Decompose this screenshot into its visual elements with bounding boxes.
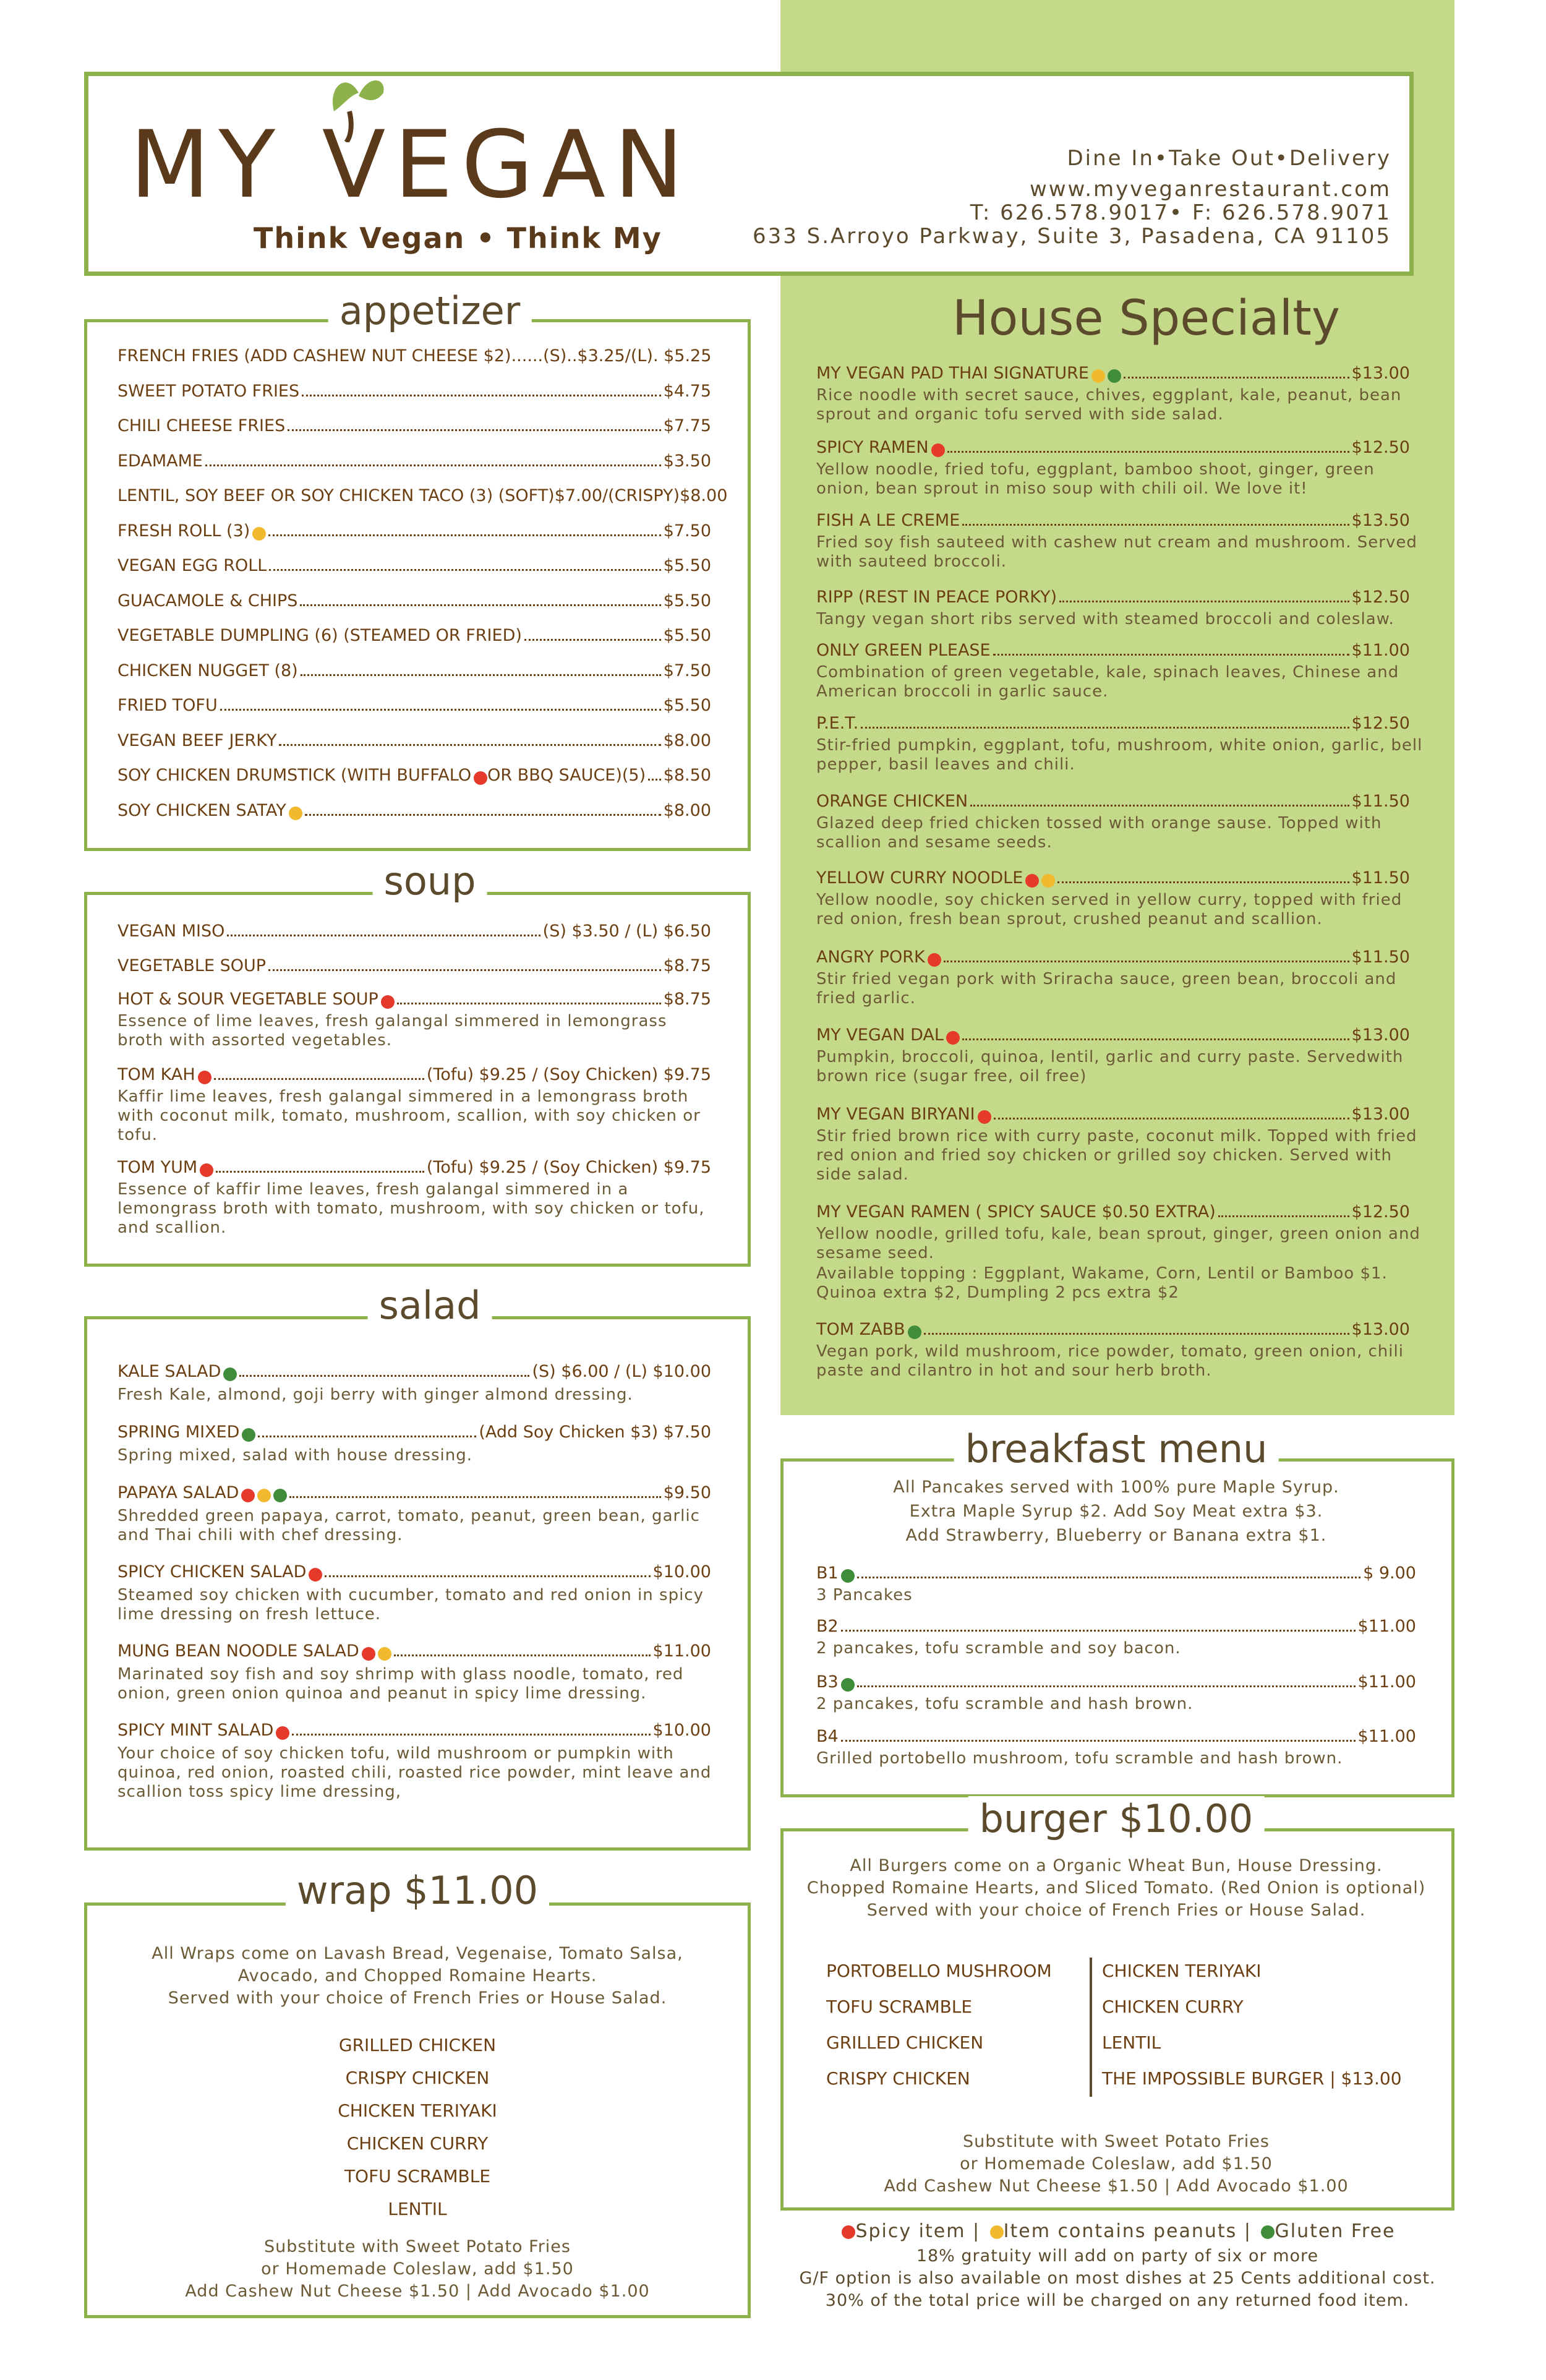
note-gf-option: G/F option is also available on most dishes at 25 Cents additional cost. (799, 2269, 1436, 2288)
item-price: $13.00 (1351, 1105, 1410, 1124)
item-price: $5.50 (663, 591, 711, 610)
menu-item (117, 1721, 711, 1740)
peanut-dot-icon (289, 807, 302, 820)
item-description: Spring mixed, salad with house dressing. (117, 1446, 473, 1465)
menu-item (117, 1483, 711, 1502)
gluten-free-dot-icon (223, 1368, 237, 1381)
burger-intro-line: Chopped Romaine Hearts, and Sliced Tomato. (Red Onion is optional) (806, 1878, 1426, 1898)
spicy-dot-icon (362, 1647, 375, 1661)
item-description: Marinated soy fish and soy shrimp with glass noodle, tomato, red onion, green onion quinoa and peanut in spicy lime dressing. (117, 1665, 684, 1703)
item-price: $11.00 (652, 1642, 711, 1661)
wrap-option: LENTIL (388, 2199, 447, 2219)
leader-dots (394, 1654, 651, 1656)
tagline: Think Vegan • Think My (254, 221, 662, 255)
item-price: $12.50 (1351, 438, 1410, 457)
menu-item (816, 1202, 1410, 1222)
item-name: ORANGE CHICKEN (816, 792, 968, 811)
burger-intro-line: Served with your choice of French Fries or House Salad. (866, 1901, 1366, 1920)
item-name-cont: OR BBQ SAUCE)(5) (487, 766, 646, 785)
item-price: $13.00 (1351, 1025, 1410, 1045)
menu-item (816, 511, 1410, 530)
item-name: VEGAN EGG ROLL (117, 556, 267, 575)
item-price: $11.00 (1357, 1672, 1416, 1692)
leader-dots (216, 1171, 424, 1173)
spicy-dot-icon (381, 995, 395, 1009)
burger-option: GRILLED CHICKEN (826, 2032, 984, 2053)
menu-item (117, 382, 711, 401)
menu-item (816, 1564, 1416, 1583)
menu-item (117, 591, 711, 610)
item-description: Stir fried vegan pork with Sriracha sauce, green bean, broccoli and fried garlic. (816, 970, 1397, 1008)
gluten-free-dot-icon (1108, 369, 1121, 383)
item-price: (S) $6.00 / (L) $10.00 (532, 1362, 711, 1381)
leader-dots (220, 709, 661, 711)
item-name: TOM YUM (117, 1158, 198, 1177)
item-description: Rice noodle with secret sauce, chives, eggplant, kale, peanut, bean sprout and organic tofu served with side salad. (816, 386, 1402, 424)
leader-dots (292, 1734, 650, 1736)
burger-footer-line: Add Cashew Nut Cheese $1.50 | Add Avocado $1.00 (884, 2177, 1349, 2196)
item-name: VEGETABLE DUMPLING (6) (STEAMED OR FRIED) (117, 626, 522, 645)
menu-item (816, 1105, 1410, 1124)
wrap-option: GRILLED CHICKEN (338, 2035, 497, 2055)
menu-item (816, 868, 1410, 888)
item-name: MUNG BEAN NOODLE SALAD (117, 1642, 359, 1661)
burger-footer-line: or Homemade Coleslaw, add $1.50 (960, 2154, 1273, 2173)
item-name: VEGETABLE SOUP (117, 956, 267, 975)
menu-item (117, 661, 711, 680)
menu-item (117, 922, 711, 941)
menu-item (117, 990, 711, 1009)
leader-dots (841, 1740, 1356, 1742)
item-price: $7.75 (663, 416, 711, 435)
item-name: YELLOW CURRY NOODLE (816, 868, 1023, 888)
burger-option: TOFU SCRAMBLE (826, 1997, 973, 2017)
soup-title: soup (373, 858, 487, 904)
burger-option: CRISPY CHICKEN (826, 2068, 970, 2089)
item-price: $8.50 (663, 766, 711, 785)
item-name: VEGAN BEEF JERKY (117, 730, 277, 750)
item-name: B1 (816, 1564, 839, 1583)
item-description: Stir-fried pumpkin, eggplant, tofu, mushroom, white onion, garlic, bell pepper, basil leaves and chili. (816, 736, 1423, 774)
leader-dots (397, 1003, 661, 1004)
phone: T: 626.578.9017• F: 626.578.9071 (970, 200, 1391, 225)
menu-item (816, 641, 1410, 660)
item-name: CHILI CHEESE FRIES (117, 416, 286, 435)
item-price: $11.50 (1351, 868, 1410, 888)
item-name: SPICY CHICKEN SALAD (117, 1562, 307, 1582)
item-name: HOT & SOUR VEGETABLE SOUP (117, 990, 378, 1009)
menu-item (117, 696, 711, 715)
item-price: $3.50 (663, 451, 711, 471)
gluten-free-dot-icon (908, 1325, 921, 1339)
burger-footer-line: Substitute with Sweet Potato Fries (962, 2132, 1270, 2151)
item-name: FRENCH FRIES (ADD CASHEW NUT CHEESE $2)......(S)..$3.25/(L). $5.25 (117, 346, 712, 366)
wrap-title: wrap $11.00 (286, 1868, 549, 1913)
item-description: 3 Pancakes (816, 1586, 913, 1604)
breakfast-intro-line: Add Strawberry, Blueberry or Banana extra $1. (905, 1526, 1327, 1545)
burger-option: CHICKEN TERIYAKI (1102, 1961, 1262, 1981)
item-price: $8.00 (663, 730, 711, 750)
leader-dots (994, 1118, 1349, 1119)
item-price: (S) $3.50 / (L) $6.50 (542, 922, 711, 941)
legend-gluten-free: Gluten Free (1275, 2220, 1396, 2242)
breakfast-intro-line: Extra Maple Syrup $2. Add Soy Meat extra $3. (909, 1502, 1323, 1521)
item-name: ONLY GREEN PLEASE (816, 641, 991, 660)
leader-dots (268, 534, 660, 536)
spicy-dot-icon (931, 443, 945, 457)
item-price: $11.00 (1351, 641, 1410, 660)
restaurant-logo: MY VEGAN (130, 111, 693, 219)
leader-dots (861, 727, 1349, 729)
item-name: MY VEGAN RAMEN ( SPICY SAUCE $0.50 EXTRA) (816, 1202, 1216, 1222)
menu-item (816, 1672, 1416, 1692)
item-price: $7.50 (663, 521, 711, 541)
item-name: B4 (816, 1727, 839, 1746)
item-price: $13.00 (1351, 364, 1410, 383)
leader-dots (288, 429, 660, 431)
menu-item (117, 1065, 711, 1084)
spicy-dot-icon (474, 771, 487, 785)
item-description: Yellow noodle, grilled tofu, kale, bean sprout, ginger, green onion and sesame seed. (816, 1225, 1420, 1262)
item-name: SOY CHICKEN DRUMSTICK (WITH BUFFALO (117, 766, 472, 785)
burger-title: burger $10.00 (968, 1796, 1265, 1841)
spicy-dot-icon (200, 1163, 213, 1177)
item-name: SOY CHICKEN SATAY (117, 800, 286, 820)
leader-dots (269, 569, 660, 571)
leader-dots (857, 1685, 1356, 1687)
menu-item (117, 731, 711, 750)
item-price: $12.50 (1351, 1202, 1410, 1222)
leader-dots (205, 464, 661, 466)
menu-item (117, 766, 711, 785)
item-price: $10.00 (652, 1562, 711, 1582)
item-price: $9.50 (663, 1483, 711, 1502)
item-price: $11.50 (1351, 948, 1410, 967)
menu-item (816, 792, 1410, 811)
leader-dots (325, 1575, 650, 1577)
gluten-free-dot-icon (273, 1489, 287, 1502)
item-description: Essence of lime leaves, fresh galangal simmered in lemongrass broth with assorted vegetables. (117, 1012, 667, 1050)
leader-dots (841, 1630, 1356, 1632)
menu-item (816, 588, 1410, 607)
leader-dots (947, 451, 1349, 453)
leader-dots (962, 1038, 1349, 1040)
menu-item (117, 1423, 711, 1442)
menu-item (117, 956, 711, 975)
legend-notes (780, 2245, 1454, 2312)
menu-item (117, 626, 711, 645)
item-description: Pumpkin, broccoli, quinoa, lentil, garlic and curry paste. Servedwith brown rice (sugar free, oil free) (816, 1048, 1404, 1085)
leader-dots (1124, 377, 1349, 379)
item-price: $11.50 (1351, 792, 1410, 811)
item-name: CHICKEN NUGGET (8) (117, 661, 298, 680)
item-description: Kaffir lime leaves, fresh galangal simmered in a lemongrass broth with coconut milk, tomato, mushroom, scallion, with soy chicken or tofu. (117, 1087, 701, 1144)
burger-option: LENTIL (1102, 2032, 1161, 2053)
note-gratuity: 18% gratuity will add on party of six or more (916, 2246, 1319, 2266)
leader-dots (268, 969, 661, 971)
item-name: LENTIL, SOY BEEF OR SOY CHICKEN TACO (3) (SOFT)$7.00/(CRISPY)$8.00 (117, 486, 728, 505)
item-name: KALE SALAD (117, 1362, 221, 1381)
item-price: $4.75 (663, 381, 711, 401)
item-name: SWEET POTATO FRIES (117, 381, 300, 401)
spicy-dot-icon (1025, 874, 1039, 888)
wrap-footer-line: Add Cashew Nut Cheese $1.50 | Add Avocado $1.00 (185, 2282, 650, 2301)
item-description: Combination of green vegetable, kale, spinach leaves, Chinese and American broccoli in garlic sauce. (816, 663, 1399, 701)
wrap-option: CHICKEN CURRY (346, 2133, 489, 2154)
item-price: $12.50 (1351, 714, 1410, 733)
item-description: Grilled portobello mushroom, tofu scramble and hash brown. (816, 1749, 1343, 1768)
spicy-dot-icon (842, 2225, 855, 2239)
menu-item (117, 1562, 711, 1582)
leader-dots (1059, 601, 1349, 602)
peanut-dot-icon (378, 1647, 391, 1661)
item-price: $11.00 (1357, 1617, 1416, 1636)
item-description: 2 pancakes, tofu scramble and hash brown. (816, 1695, 1194, 1713)
item-name: TOM ZABB (816, 1320, 905, 1339)
item-price: $8.00 (663, 800, 711, 820)
gluten-free-dot-icon (841, 1678, 855, 1692)
spicy-dot-icon (309, 1568, 322, 1582)
wrap-option: TOFU SCRAMBLE (344, 2166, 491, 2186)
item-description: Shredded green papaya, carrot, tomato, peanut, green bean, garlic and Thai chili with chef dressing. (117, 1507, 700, 1544)
item-price: $10.00 (652, 1721, 711, 1740)
leader-dots (214, 1078, 424, 1080)
item-name: FRIED TOFU (117, 696, 218, 715)
leader-dots (301, 674, 661, 676)
item-name: SPICY MINT SALAD (117, 1721, 274, 1740)
item-name: SPRING MIXED (117, 1423, 240, 1442)
item-description: Yellow noodle, soy chicken served in yellow curry, topped with fried red onion, fresh bean sprout, crushed peanut and scallion. (816, 891, 1403, 928)
spicy-dot-icon (241, 1489, 255, 1502)
leader-dots (962, 524, 1349, 526)
item-description: Your choice of soy chicken tofu, wild mushroom or pumpkin with quinoa, red onion, roasted chili, roasted rice powder, mint leave and scallion toss spicy lime dressing, (117, 1744, 712, 1801)
item-description: Stir fried brown rice with curry paste, coconut milk. Topped with fried red onion and fried soy chicken or grilled soy chicken. Served with side salad. (816, 1127, 1417, 1184)
item-price: $ 9.00 (1363, 1564, 1416, 1583)
menu-item (117, 556, 711, 575)
menu-item (117, 1158, 711, 1177)
breakfast-intro-line: All Pancakes served with 100% pure Maple Syrup. (893, 1478, 1339, 1497)
address: 633 S.Arroyo Parkway, Suite 3, Pasadena, CA 91105 (752, 224, 1391, 249)
leader-dots (258, 1436, 476, 1437)
item-name: TOM KAH (117, 1065, 195, 1084)
wrap-footer-line: or Homemade Coleslaw, add $1.50 (261, 2259, 574, 2279)
spicy-dot-icon (928, 953, 941, 967)
spicy-dot-icon (276, 1726, 289, 1740)
note-returns: 30% of the total price will be charged on any returned food item. (825, 2291, 1410, 2310)
spicy-dot-icon (946, 1031, 960, 1045)
item-name: RIPP (REST IN PEACE PORKY) (816, 588, 1057, 607)
item-name: EDAMAME (117, 451, 203, 471)
leader-dots (970, 805, 1349, 807)
item-price: $13.50 (1351, 511, 1410, 530)
item-name: B3 (816, 1672, 839, 1692)
item-name: MY VEGAN BIRYANI (816, 1105, 975, 1124)
item-description: Vegan pork, wild mushroom, rice powder, tomato, green onion, chili paste and cilantro in hot and sour herb broth. (816, 1342, 1404, 1380)
item-description: Available topping : Eggplant, Wakame, Corn, Lentil or Bamboo $1. Quinoa extra $2, Dumpling 2 pcs extra $2 (816, 1264, 1388, 1302)
leader-dots (305, 814, 661, 816)
leader-dots (289, 1496, 660, 1498)
item-description: Yellow noodle, fried tofu, eggplant, bamboo shoot, ginger, green onion, bean sprout in miso soup with chili oil. We love it! (816, 460, 1375, 498)
leader-dots (648, 779, 661, 781)
item-name: GUACAMOLE & CHIPS (117, 591, 298, 610)
gluten-free-dot-icon (242, 1428, 255, 1442)
menu-item (816, 948, 1410, 967)
wrap-intro-line: All Wraps come on Lavash Bread, Vegenaise, Tomato Salsa, (152, 1944, 683, 1963)
item-name: B2 (816, 1617, 839, 1636)
legend-spicy: Spicy item (855, 2220, 966, 2242)
item-name: P.E.T. (816, 714, 859, 733)
menu-item (816, 364, 1410, 383)
burger-option: CHICKEN CURRY (1102, 1997, 1244, 2017)
menu-item (117, 486, 728, 505)
item-name: MY VEGAN DAL (816, 1025, 944, 1045)
leader-dots (279, 744, 660, 746)
item-name: MY VEGAN PAD THAI SIGNATURE (816, 364, 1089, 383)
peanut-dot-icon (990, 2225, 1004, 2239)
leader-dots (300, 604, 660, 606)
item-description: Glazed deep fried chicken tossed with orange sause. Topped with scallion and sesame seeds. (816, 814, 1382, 852)
leader-dots (1057, 881, 1349, 883)
leader-dots (1218, 1215, 1349, 1217)
leader-dots (524, 639, 661, 641)
item-price: $5.50 (663, 626, 711, 645)
leader-dots (924, 1333, 1349, 1335)
item-description: Essence of kaffir lime leaves, fresh galangal simmered in a lemongrass broth with tomato, mushroom, with soy chicken or tofu, and scallion. (117, 1180, 705, 1237)
peanut-dot-icon (1091, 369, 1105, 383)
menu-item (117, 1642, 711, 1661)
leader-dots (239, 1375, 529, 1377)
item-name: VEGAN MISO (117, 922, 225, 941)
burger-option: PORTOBELLO MUSHROOM (826, 1961, 1052, 1981)
item-price: $12.50 (1351, 588, 1410, 607)
item-price: $11.00 (1357, 1727, 1416, 1746)
wrap-intro-line: Avocado, and Chopped Romaine Hearts. (237, 1966, 597, 1985)
burger-intro-line: All Burgers come on a Organic Wheat Bun, House Dressing. (850, 1856, 1383, 1875)
website: www.myveganrestaurant.com (1029, 177, 1391, 202)
wrap-intro-line: Served with your choice of French Fries or House Salad. (168, 1988, 667, 2008)
item-name: ANGRY PORK (816, 948, 925, 967)
house-specialty-title: House Specialty (952, 291, 1341, 346)
wrap-option: CHICKEN TERIYAKI (338, 2100, 497, 2121)
menu-item (816, 714, 1410, 733)
menu-item (117, 346, 711, 366)
item-price: (Add Soy Chicken $3) $7.50 (479, 1423, 711, 1442)
leader-dots (227, 935, 540, 936)
item-price: $7.50 (663, 661, 711, 680)
item-name: FRESH ROLL (3) (117, 521, 250, 541)
spicy-dot-icon (198, 1071, 211, 1084)
menu-item (117, 1362, 711, 1381)
menu-item (117, 521, 711, 541)
item-description: 2 pancakes, tofu scramble and soy bacon. (816, 1639, 1181, 1658)
item-description: Fried soy fish sauteed with cashew nut cream and mushroom. Served with sauteed broccoli. (816, 533, 1417, 571)
menu-item (816, 1617, 1416, 1636)
leader-dots (857, 1577, 1360, 1578)
spicy-dot-icon (978, 1110, 991, 1124)
peanut-dot-icon (257, 1489, 271, 1502)
gluten-free-dot-icon (1261, 2225, 1275, 2239)
menu-item (816, 1025, 1410, 1045)
item-price: $5.50 (663, 556, 711, 575)
item-price: $5.50 (663, 696, 711, 715)
wrap-option: CRISPY CHICKEN (345, 2068, 490, 2088)
menu-item (117, 801, 711, 820)
item-price: $8.75 (663, 956, 711, 975)
item-name: PAPAYA SALAD (117, 1483, 239, 1502)
menu-item (816, 1320, 1410, 1339)
breakfast-title: breakfast menu (954, 1426, 1279, 1471)
legend-peanut: Item contains peanuts (1003, 2220, 1237, 2242)
item-price: (Tofu) $9.25 / (Soy Chicken) $9.75 (426, 1158, 711, 1177)
appetizer-title: appetizer (328, 288, 532, 333)
peanut-dot-icon (1041, 874, 1055, 888)
item-price: $13.00 (1351, 1320, 1410, 1339)
leader-dots (944, 961, 1349, 962)
item-description: Steamed soy chicken with cucumber, tomato and red onion in spicy lime dressing on fresh lettuce. (117, 1586, 704, 1624)
item-price: (Tofu) $9.25 / (Soy Chicken) $9.75 (426, 1065, 711, 1084)
burger-divider (1090, 1958, 1092, 2097)
item-description: Tangy vegan short ribs served with steamed broccoli and coleslaw. (816, 610, 1394, 628)
menu-item (117, 452, 711, 471)
services: Dine In•Take Out•Delivery (1067, 146, 1391, 171)
item-name: SPICY RAMEN (816, 438, 929, 457)
leader-dots (993, 654, 1349, 656)
burger-option: THE IMPOSSIBLE BURGER | $13.00 (1102, 2068, 1402, 2089)
legend: Spicy item | Item contains peanuts | Gluten Free (780, 2220, 1454, 2242)
leader-dots (302, 395, 661, 396)
item-description: Fresh Kale, almond, goji berry with ginger almond dressing. (117, 1385, 633, 1404)
item-price: $8.75 (663, 990, 711, 1009)
salad-title: salad (368, 1283, 492, 1328)
menu-item (816, 438, 1410, 457)
wrap-footer-line: Substitute with Sweet Potato Fries (263, 2237, 571, 2256)
gluten-free-dot-icon (841, 1569, 855, 1583)
item-name: FISH A LE CREME (816, 511, 960, 530)
menu-item (816, 1727, 1416, 1746)
menu-item (117, 416, 711, 435)
peanut-dot-icon (252, 527, 266, 541)
